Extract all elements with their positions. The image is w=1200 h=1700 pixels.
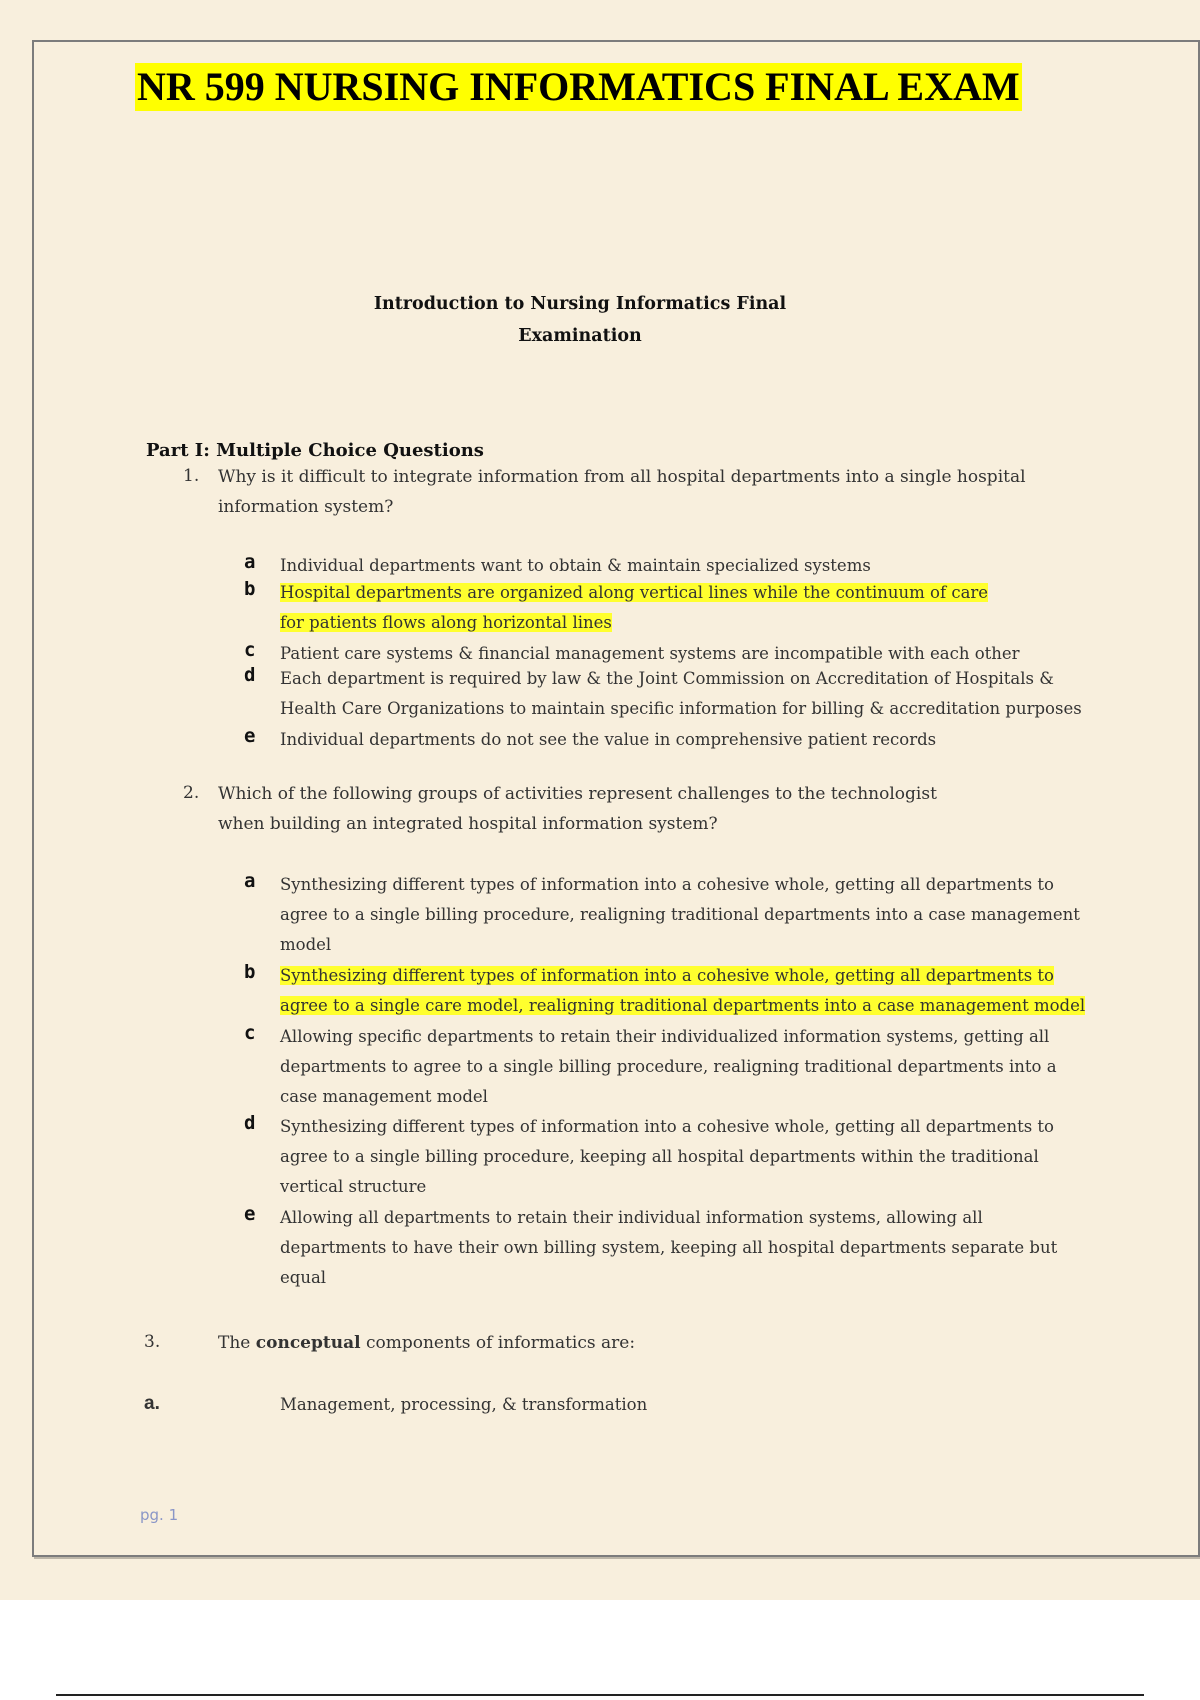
q2-option-c-letter: c (244, 1022, 256, 1044)
q1-option-a-text: Individual departments want to obtain & maintain specialized systems (280, 556, 871, 575)
question-3-text-suffix: components of informatics are: (360, 1333, 636, 1353)
bottom-divider (56, 1694, 1144, 1696)
question-3-number: 3. (144, 1332, 161, 1352)
q3-option-a-text: Management, processing, & transformation (280, 1395, 648, 1414)
subtitle-line-1: Introduction to Nursing Informatics Final (373, 294, 787, 314)
question-1-text: Why is it difficult to integrate information from all hospital departments into a single hospital information system? (218, 467, 1026, 517)
q3-option-a-letter: a. (144, 1393, 160, 1414)
question-3-text (218, 1328, 1098, 1358)
q2-option-a-text: Synthesizing different types of information into a cohesive whole, getting all departments to agree to a single billing procedure, realigning traditional departments into a case management model (280, 875, 1080, 954)
q1-option-b (280, 578, 1000, 638)
q1-option-b-highlighted-text: Hospital departments are organized along vertical lines while the continuum of care for patients flows along horizontal lines (280, 583, 989, 632)
question-2-text: Which of the following groups of activities represent challenges to the technologist when building an integrated hospital information system? (218, 784, 937, 834)
q1-option-b-letter: b (244, 578, 256, 600)
q1-option-e-text: Individual departments do not see the value in comprehensive patient records (280, 730, 937, 749)
exam-title: NR 599 NURSING INFORMATICS FINAL EXAM (137, 64, 1020, 109)
q1-option-a-letter: a (244, 551, 256, 573)
q2-option-a-letter: a (244, 870, 256, 892)
q1-option-c-text: Patient care systems & financial management systems are incompatible with each other (280, 644, 1020, 663)
q2-option-d-letter: d (244, 1112, 256, 1134)
q1-option-e-letter: e (244, 725, 256, 747)
question-3-text-prefix: The (218, 1333, 256, 1353)
q2-option-e-text: Allowing all departments to retain their individual information systems, allowing all departments to have their own billing system, keeping all hospital departments separate but equal (280, 1208, 1058, 1287)
question-2-number: 2. (183, 783, 200, 803)
q2-option-e-letter: e (244, 1203, 256, 1225)
q2-option-b-highlighted-text: Synthesizing different types of information into a cohesive whole, getting all departments to agree to a single care model, realigning traditional departments into a case management model (280, 966, 1086, 1015)
section-heading: Part I: Multiple Choice Questions (146, 440, 484, 461)
page-number: pg. 1 (140, 1506, 179, 1524)
q1-option-d-letter: d (244, 664, 256, 686)
q2-option-b (280, 961, 1088, 1021)
q1-option-c-letter: c (244, 639, 256, 661)
q2-option-d-text: Synthesizing different types of information into a cohesive whole, getting all departments to agree to a single billing procedure, keeping all hospital departments within the traditional vertical structure (280, 1117, 1054, 1196)
question-1-number: 1. (183, 466, 200, 486)
question-3-text-bold: conceptual (255, 1333, 361, 1353)
q2-option-c-text: Allowing specific departments to retain their individualized information systems, getting all departments to agree to a single billing procedure, realigning traditional departments into a case management model (280, 1027, 1057, 1106)
q2-option-b-letter: b (244, 961, 256, 983)
q1-option-d-text: Each department is required by law & the Joint Commission on Accreditation of Hospitals & Health Care Organizations to maintain specific information for billing & accreditation purposes (280, 669, 1082, 718)
subtitle-line-2: Examination (518, 326, 642, 346)
